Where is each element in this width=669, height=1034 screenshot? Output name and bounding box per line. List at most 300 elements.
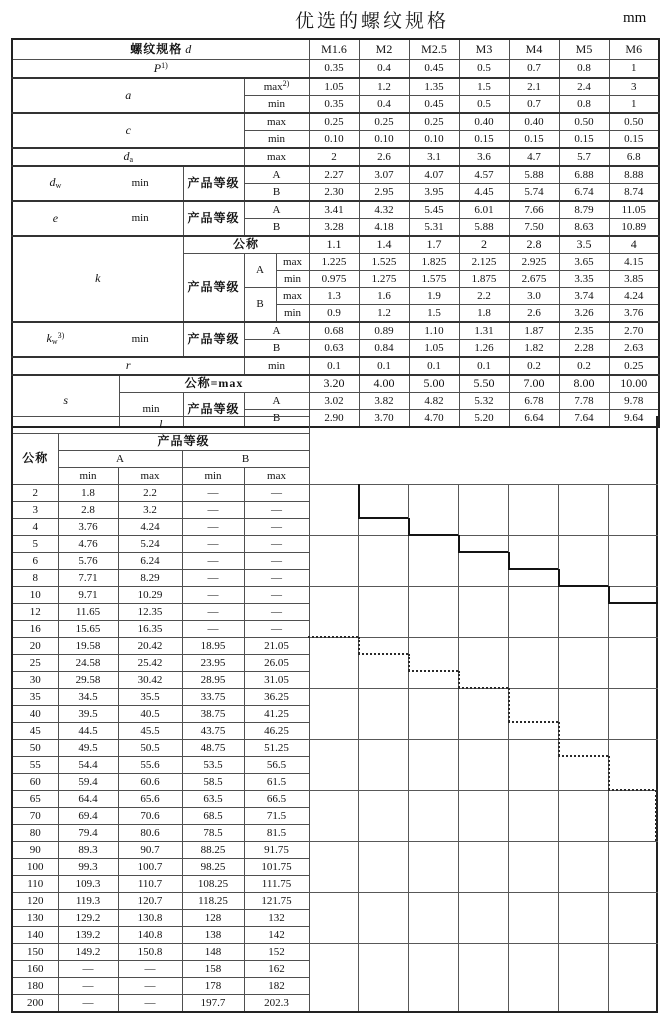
length-row xyxy=(12,689,309,706)
value-cell: M3 xyxy=(459,39,509,60)
value-cell: 3.1 xyxy=(409,148,459,166)
range-start-step xyxy=(608,602,658,604)
length-row xyxy=(12,774,309,791)
value-cell: 99.3 xyxy=(58,859,118,876)
length-nominal-cell: 60 xyxy=(12,774,58,791)
value-cell: 0.40 xyxy=(509,113,559,131)
value-cell: 43.75 xyxy=(182,723,244,740)
value-cell: 41.25 xyxy=(244,706,309,723)
length-row xyxy=(12,842,309,859)
length-row xyxy=(12,961,309,978)
value-cell: 0.25 xyxy=(309,113,359,131)
value-cell: 3.74 xyxy=(559,288,609,305)
value-cell: 132 xyxy=(244,910,309,927)
value-cell: — xyxy=(118,995,182,1013)
range-end-step xyxy=(458,671,460,688)
value-cell: 80.6 xyxy=(118,825,182,842)
grid-line xyxy=(308,484,658,485)
value-cell: 1.1 xyxy=(309,236,359,254)
value-cell: 71.5 xyxy=(244,808,309,825)
length-nominal-cell: 130 xyxy=(12,910,58,927)
length-nominal-cell: 80 xyxy=(12,825,58,842)
length-row xyxy=(12,944,309,961)
value-cell: 0.4 xyxy=(359,96,409,114)
value-cell: 1.275 xyxy=(359,271,409,288)
value-cell: — xyxy=(182,485,244,502)
value-cell: 63.5 xyxy=(182,791,244,808)
s-grade-B: B xyxy=(244,410,309,428)
value-cell: 51.25 xyxy=(244,740,309,757)
kw-grade-B: B xyxy=(244,340,309,358)
value-cell: 81.5 xyxy=(244,825,309,842)
length-nominal-cell: 10 xyxy=(12,587,58,604)
value-cell: 2.2 xyxy=(118,485,182,502)
row-label-c: c xyxy=(12,113,244,148)
k-grade-B: B xyxy=(244,288,276,323)
da-max-label: max xyxy=(244,148,309,166)
grid-line xyxy=(308,790,658,791)
value-cell: 4.24 xyxy=(609,288,659,305)
value-cell: 2.70 xyxy=(609,322,659,340)
value-cell: 70.6 xyxy=(118,808,182,825)
value-cell: 30.42 xyxy=(118,672,182,689)
value-cell: 3.65 xyxy=(559,254,609,271)
value-cell: 202.3 xyxy=(244,995,309,1013)
value-cell: 23.95 xyxy=(182,655,244,672)
value-cell: 0.89 xyxy=(359,322,409,340)
range-start-step xyxy=(558,569,560,586)
value-cell: 140.8 xyxy=(118,927,182,944)
value-cell: 3.07 xyxy=(359,166,409,184)
value-cell: 15.65 xyxy=(58,621,118,638)
value-cell: 0.25 xyxy=(409,113,459,131)
range-end-step xyxy=(408,654,410,671)
length-nominal-cell: 30 xyxy=(12,672,58,689)
value-cell: 0.2 xyxy=(509,357,559,375)
value-cell: 0.10 xyxy=(359,131,409,149)
value-cell: 1.5 xyxy=(459,78,509,96)
value-cell: 20.42 xyxy=(118,638,182,655)
range-start-step xyxy=(508,568,558,570)
value-cell: 3.20 xyxy=(309,375,359,393)
value-cell: 2.8 xyxy=(58,502,118,519)
value-cell: 2.675 xyxy=(509,271,559,288)
e-grade-A: A xyxy=(244,201,309,219)
value-cell: 64.4 xyxy=(58,791,118,808)
value-cell: 3.6 xyxy=(459,148,509,166)
range-end-step xyxy=(508,688,510,722)
length-nominal-cell: 35 xyxy=(12,689,58,706)
value-cell: — xyxy=(244,536,309,553)
grid-line xyxy=(608,484,609,1011)
range-end-step xyxy=(458,687,508,689)
value-cell: 108.25 xyxy=(182,876,244,893)
value-cell: 0.84 xyxy=(359,340,409,358)
value-cell: 0.7 xyxy=(509,96,559,114)
value-cell: — xyxy=(244,502,309,519)
value-cell: 2.925 xyxy=(509,254,559,271)
row-label-a: a xyxy=(12,78,244,113)
value-cell: 0.10 xyxy=(409,131,459,149)
k-A-min-label: min xyxy=(276,271,309,288)
value-cell: 25.42 xyxy=(118,655,182,672)
value-cell: 1 xyxy=(609,96,659,114)
value-cell: 142 xyxy=(244,927,309,944)
row-label-dw: $d_w$ min xyxy=(12,166,183,201)
value-cell: 7.00 xyxy=(509,375,559,393)
value-cell: 9.64 xyxy=(609,410,659,428)
unit-label: mm xyxy=(623,10,647,26)
value-cell: 38.75 xyxy=(182,706,244,723)
row-label-s: s xyxy=(12,375,119,427)
value-cell: 110.7 xyxy=(118,876,182,893)
range-end-step xyxy=(358,653,408,655)
value-cell: 48.75 xyxy=(182,740,244,757)
value-cell: 10.89 xyxy=(609,219,659,237)
value-cell: — xyxy=(118,978,182,995)
value-cell: 65.6 xyxy=(118,791,182,808)
length-row xyxy=(12,825,309,842)
value-cell: 8.63 xyxy=(559,219,609,237)
value-cell: 91.75 xyxy=(244,842,309,859)
length-header-nominal: 公称 xyxy=(12,434,58,485)
value-cell: 1.2 xyxy=(359,78,409,96)
value-cell: 34.5 xyxy=(58,689,118,706)
length-row xyxy=(12,859,309,876)
value-cell: — xyxy=(58,995,118,1013)
value-cell: 3.02 xyxy=(309,393,359,410)
row-label-k: k xyxy=(12,236,183,322)
value-cell: 11.65 xyxy=(58,604,118,621)
value-cell: 5.50 xyxy=(459,375,509,393)
value-cell: 49.5 xyxy=(58,740,118,757)
value-cell: 16.35 xyxy=(118,621,182,638)
value-cell: 6.64 xyxy=(509,410,559,428)
value-cell: 6.74 xyxy=(559,184,609,202)
length-nominal-cell: 3 xyxy=(12,502,58,519)
value-cell: 58.5 xyxy=(182,774,244,791)
value-cell: 0.25 xyxy=(359,113,409,131)
value-cell: — xyxy=(182,604,244,621)
length-row xyxy=(12,910,309,927)
value-cell: 1.4 xyxy=(359,236,409,254)
length-nominal-cell: 120 xyxy=(12,893,58,910)
length-row xyxy=(12,927,309,944)
length-table-header xyxy=(12,417,309,485)
value-cell: 3.76 xyxy=(58,519,118,536)
k-A-max-label: max xyxy=(276,254,309,271)
length-row xyxy=(12,808,309,825)
value-cell: 5.88 xyxy=(459,219,509,237)
value-cell: 31.05 xyxy=(244,672,309,689)
value-cell: — xyxy=(118,961,182,978)
length-row xyxy=(12,485,309,502)
value-cell: 55.6 xyxy=(118,757,182,774)
value-cell: 0.2 xyxy=(559,357,609,375)
s-nominal-label: 公称=max xyxy=(119,375,309,393)
value-cell: 0.68 xyxy=(309,322,359,340)
range-end-step xyxy=(358,637,360,654)
length-nominal-cell: 2 xyxy=(12,485,58,502)
k-B-min-label: min xyxy=(276,305,309,323)
value-cell: 5.31 xyxy=(409,219,459,237)
value-cell: 4.45 xyxy=(459,184,509,202)
range-start-step xyxy=(358,484,360,518)
value-cell: 128 xyxy=(182,910,244,927)
value-cell: 79.4 xyxy=(58,825,118,842)
grid-line xyxy=(358,484,359,1011)
a-max-row xyxy=(12,78,659,96)
value-cell: 0.50 xyxy=(609,113,659,131)
length-row xyxy=(12,502,309,519)
value-cell: 2.1 xyxy=(509,78,559,96)
value-cell: 3.85 xyxy=(609,271,659,288)
length-nominal-cell: 25 xyxy=(12,655,58,672)
value-cell: 6.88 xyxy=(559,166,609,184)
value-cell: 3.76 xyxy=(609,305,659,323)
value-cell: 100.7 xyxy=(118,859,182,876)
dw-grade-A: A xyxy=(244,166,309,184)
value-cell: 2.6 xyxy=(509,305,559,323)
length-row xyxy=(12,876,309,893)
value-cell: — xyxy=(182,587,244,604)
value-cell: 5.24 xyxy=(118,536,182,553)
value-cell: 4.7 xyxy=(509,148,559,166)
value-cell: 46.25 xyxy=(244,723,309,740)
length-row xyxy=(12,621,309,638)
value-cell: 1.05 xyxy=(309,78,359,96)
length-header-B: B xyxy=(182,451,309,468)
value-cell: 88.25 xyxy=(182,842,244,859)
value-cell: 68.5 xyxy=(182,808,244,825)
c-min-label: min xyxy=(244,131,309,149)
value-cell: 0.35 xyxy=(309,96,359,114)
value-cell: 5.76 xyxy=(58,553,118,570)
value-cell: 3.26 xyxy=(559,305,609,323)
c-max-row xyxy=(12,113,659,131)
value-cell: 121.75 xyxy=(244,893,309,910)
grid-line xyxy=(308,943,658,944)
pitch-row xyxy=(12,60,659,79)
kw-grade-A: A xyxy=(244,322,309,340)
length-nominal-cell: 110 xyxy=(12,876,58,893)
value-cell: 0.1 xyxy=(309,357,359,375)
value-cell: — xyxy=(244,485,309,502)
grid-line xyxy=(308,841,658,842)
value-cell: 158 xyxy=(182,961,244,978)
range-start-step xyxy=(458,535,460,552)
value-cell: 60.6 xyxy=(118,774,182,791)
s-min-label: min xyxy=(119,393,183,428)
length-row xyxy=(12,570,309,587)
length-nominal-cell: 150 xyxy=(12,944,58,961)
k-nominal-row xyxy=(12,236,659,254)
grid-line xyxy=(308,892,658,893)
value-cell: 2.30 xyxy=(309,184,359,202)
value-cell: 120.7 xyxy=(118,893,182,910)
dw-grade-label: 产品等级 xyxy=(183,166,244,201)
value-cell: 0.15 xyxy=(559,131,609,149)
value-cell: 1.7 xyxy=(409,236,459,254)
value-cell: 5.74 xyxy=(509,184,559,202)
value-cell: 4.00 xyxy=(359,375,409,393)
length-row xyxy=(12,995,309,1013)
value-cell: 33.75 xyxy=(182,689,244,706)
value-cell: 8.00 xyxy=(559,375,609,393)
range-end-step xyxy=(558,755,608,757)
value-cell: 162 xyxy=(244,961,309,978)
dw-grade-B: B xyxy=(244,184,309,202)
length-nominal-cell: 50 xyxy=(12,740,58,757)
value-cell: 2.125 xyxy=(459,254,509,271)
value-cell: 90.7 xyxy=(118,842,182,859)
value-cell: 56.5 xyxy=(244,757,309,774)
range-end-step xyxy=(608,789,658,791)
value-cell: 2 xyxy=(309,148,359,166)
length-row xyxy=(12,757,309,774)
dw-A-row xyxy=(12,166,659,184)
s-nominal-row xyxy=(12,375,659,393)
kw-grade-label: 产品等级 xyxy=(183,322,244,357)
value-cell: 3.82 xyxy=(359,393,409,410)
length-nominal-cell: 6 xyxy=(12,553,58,570)
value-cell: 36.25 xyxy=(244,689,309,706)
value-cell: 0.10 xyxy=(309,131,359,149)
da-max-row xyxy=(12,148,659,166)
value-cell: 1.525 xyxy=(359,254,409,271)
k-grade-label: 产品等级 xyxy=(183,254,244,323)
value-cell: 0.50 xyxy=(559,113,609,131)
length-row xyxy=(12,553,309,570)
value-cell: — xyxy=(244,587,309,604)
range-start-step xyxy=(608,586,610,603)
value-cell: M2 xyxy=(359,39,409,60)
length-range-diagram xyxy=(308,416,658,1013)
length-row xyxy=(12,672,309,689)
value-cell: — xyxy=(182,519,244,536)
value-cell: 44.5 xyxy=(58,723,118,740)
value-cell: 0.35 xyxy=(309,60,359,79)
value-cell: 0.1 xyxy=(359,357,409,375)
value-cell: 9.78 xyxy=(609,393,659,410)
value-cell: 29.58 xyxy=(58,672,118,689)
value-cell: M4 xyxy=(509,39,559,60)
k-nominal-label: 公称 xyxy=(183,236,309,254)
length-header-A: A xyxy=(58,451,182,468)
length-header-B-min: min xyxy=(182,468,244,485)
value-cell: 4.24 xyxy=(118,519,182,536)
value-cell: — xyxy=(244,570,309,587)
value-cell: 1.26 xyxy=(459,340,509,358)
value-cell: 6.8 xyxy=(609,148,659,166)
value-cell: 1.875 xyxy=(459,271,509,288)
value-cell: 7.71 xyxy=(58,570,118,587)
value-cell: 2.95 xyxy=(359,184,409,202)
grid-line xyxy=(308,739,658,740)
length-header-A-max: max xyxy=(118,468,182,485)
value-cell: 3.41 xyxy=(309,201,359,219)
a-max-label: $\max^{2)}$ xyxy=(244,78,309,96)
value-cell: 2.28 xyxy=(559,340,609,358)
length-row xyxy=(12,740,309,757)
value-cell: 0.15 xyxy=(459,131,509,149)
value-cell: 1.2 xyxy=(359,305,409,323)
value-cell: 1.6 xyxy=(359,288,409,305)
length-table-body xyxy=(12,485,309,1013)
value-cell: 0.63 xyxy=(309,340,359,358)
value-cell: 101.75 xyxy=(244,859,309,876)
length-nominal-cell: 70 xyxy=(12,808,58,825)
value-cell: M5 xyxy=(559,39,609,60)
e-grade-B: B xyxy=(244,219,309,237)
value-cell: 69.4 xyxy=(58,808,118,825)
value-cell: 5.20 xyxy=(459,410,509,428)
row-label-P: $P^{1)}$ xyxy=(12,60,309,79)
value-cell: 1.9 xyxy=(409,288,459,305)
length-nominal-cell: 5 xyxy=(12,536,58,553)
value-cell: 2.63 xyxy=(609,340,659,358)
value-cell: 98.25 xyxy=(182,859,244,876)
row-label-da: $d_a$ xyxy=(12,148,244,166)
length-nominal-cell: 100 xyxy=(12,859,58,876)
value-cell: 3 xyxy=(609,78,659,96)
value-cell: 1.10 xyxy=(409,322,459,340)
grid-line xyxy=(458,484,459,1011)
length-row xyxy=(12,587,309,604)
length-row xyxy=(12,604,309,621)
value-cell: 8.88 xyxy=(609,166,659,184)
value-cell: 35.5 xyxy=(118,689,182,706)
value-cell: 3.5 xyxy=(559,236,609,254)
length-nominal-cell: 8 xyxy=(12,570,58,587)
length-header-B-max: max xyxy=(244,468,309,485)
value-cell: 119.3 xyxy=(58,893,118,910)
value-cell: 4 xyxy=(609,236,659,254)
value-cell: — xyxy=(182,502,244,519)
value-cell: 2.27 xyxy=(309,166,359,184)
value-cell: 2.4 xyxy=(559,78,609,96)
r-min-label: min xyxy=(244,357,309,375)
value-cell: 6.24 xyxy=(118,553,182,570)
value-cell: 2 xyxy=(459,236,509,254)
value-cell: 89.3 xyxy=(58,842,118,859)
range-start-step xyxy=(358,517,408,519)
value-cell: 2.6 xyxy=(359,148,409,166)
value-cell: 10.29 xyxy=(118,587,182,604)
value-cell: 1.8 xyxy=(459,305,509,323)
length-nominal-cell: 55 xyxy=(12,757,58,774)
page-title: 优选的螺纹规格 xyxy=(295,11,450,32)
value-cell: 10.00 xyxy=(609,375,659,393)
value-cell: 148 xyxy=(182,944,244,961)
length-row xyxy=(12,536,309,553)
k-B-max-label: max xyxy=(276,288,309,305)
value-cell: 66.5 xyxy=(244,791,309,808)
value-cell: 1.3 xyxy=(309,288,359,305)
range-end-step xyxy=(608,756,610,790)
value-cell: 0.8 xyxy=(559,60,609,79)
value-cell: 61.5 xyxy=(244,774,309,791)
value-cell: 19.58 xyxy=(58,638,118,655)
range-start-step xyxy=(408,534,458,536)
value-cell: 1.05 xyxy=(409,340,459,358)
value-cell: 28.95 xyxy=(182,672,244,689)
value-cell: — xyxy=(58,961,118,978)
value-cell: 3.0 xyxy=(509,288,559,305)
length-row xyxy=(12,978,309,995)
value-cell: 78.5 xyxy=(182,825,244,842)
value-cell: 0.9 xyxy=(309,305,359,323)
